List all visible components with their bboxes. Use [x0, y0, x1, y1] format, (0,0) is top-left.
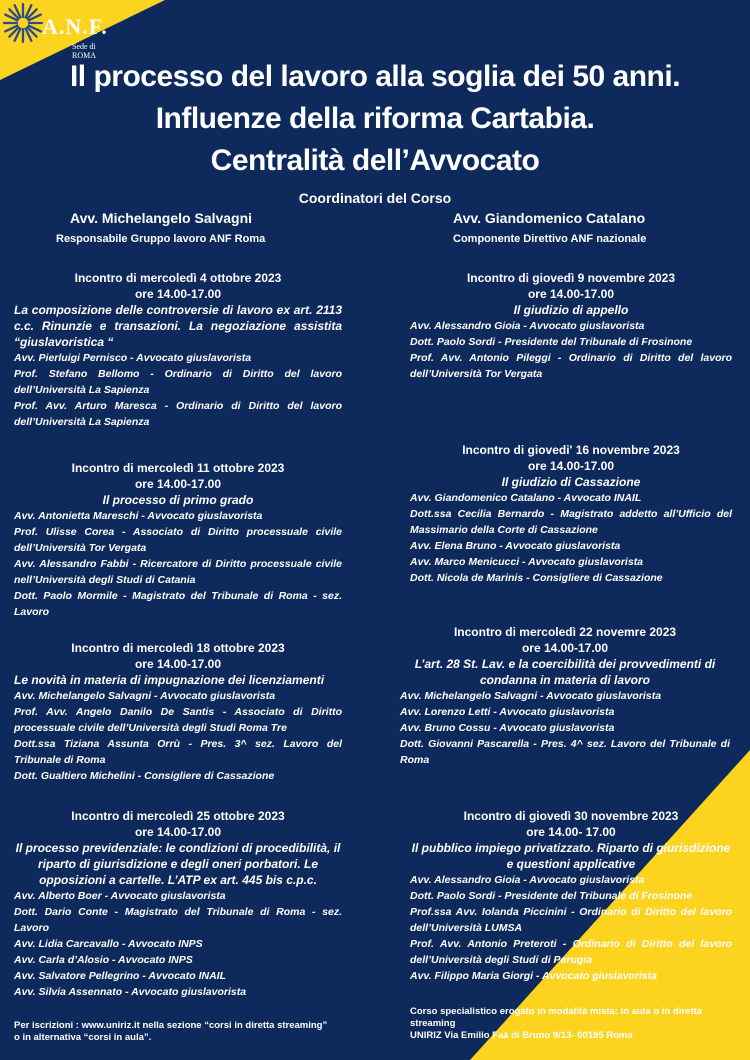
speaker: Avv. Alessandro Gioia - Avvocato giuslavorista	[410, 874, 645, 886]
registration-info	[14, 1020, 354, 1044]
session-topic: Il pubblico impiego privatizzato. Riparto di giurisdizione e questioni applicative	[411, 841, 731, 871]
session-topic: Il processo previdenziale: le condizioni di procedibilità, il riparto di giurisdizione e degli oneri porbatori. Le opposizioni a cartelle. L’ATP ex art. 445 bis c.p.c.	[15, 841, 341, 887]
session-topic: La composizione delle controversie di lavoro ex art. 2113 c.c. Rinunzie e transazioni. La negoziazione assistita “giuslavoristica “	[14, 303, 342, 349]
course-address: UNIRIZ Via Emilio Faà di Bruno 9/13- 00195 Roma	[410, 1030, 633, 1041]
speaker: Avv. Lorenzo Letti - Avvocato giuslavorista	[400, 706, 615, 718]
session-topic: L’art. 28 St. Lav. e la coercibilità dei provvedimenti di condanna in materia di lavoro	[414, 657, 716, 687]
session-time: ore 14.00-17.00	[521, 641, 609, 655]
speaker: Dott. Paolo Mormile - Magistrato del Tribunale di Roma - sez. Lavoro	[14, 590, 342, 618]
session-date: Incontro di mercoledì 25 ottobre 2023	[71, 809, 285, 823]
speaker: Avv. Pierluigi Pernisco - Avvocato giuslavorista	[14, 352, 252, 364]
session-right-3	[400, 624, 730, 768]
anf-logo	[2, 2, 112, 64]
speaker: Avv. Alberto Boer - Avvocato giuslavorista	[14, 890, 226, 902]
session-left-3	[14, 640, 342, 784]
speaker: Avv. Giandomenico Catalano - Avvocato INAIL	[410, 492, 642, 504]
session-time: ore 14.00-17.00	[134, 477, 222, 491]
session-date: Incontro di giovedi' 16 novembre 2023	[462, 443, 680, 457]
speaker: Avv. Marco Menicucci - Avvocato giuslavorista	[410, 556, 644, 568]
speaker: Prof. Ulisse Corea - Associato di Diritto processuale civile dell’Università Tor Vergata	[14, 526, 342, 554]
speaker: Avv. Michelangelo Salvagni - Avvocato giuslavorista	[14, 690, 276, 702]
speaker: Prof. Avv. Arturo Maresca - Ordinario di Diritto del lavoro dell’Università La Sapienza	[14, 400, 342, 428]
speaker: Avv. Michelangelo Salvagni - Avvocato giuslavorista	[400, 690, 662, 702]
star-icon	[2, 2, 44, 44]
session-date: Incontro di mercoledì 18 ottobre 2023	[71, 641, 285, 655]
speaker: Avv. Bruno Cossu - Avvocato giuslavorista	[400, 722, 615, 734]
session-date: Incontro di mercoledì 22 novemre 2023	[453, 625, 677, 639]
coordinator-right-role: Componente Direttivo ANF nazionale	[453, 233, 647, 245]
session-time: ore 14.00-17.00	[134, 825, 222, 839]
speaker: Prof.ssa Avv. Iolanda Piccinini - Ordinario di Diritto del lavoro dell’Università LUMSA	[410, 906, 732, 934]
session-left-1	[14, 270, 342, 430]
registration-line-2: o in alternativa “corsi in aula”.	[14, 1032, 152, 1043]
coordinators-label: Coordinatori del Corso	[298, 190, 452, 206]
session-date: Incontro di giovedì 9 novembre 2023	[466, 271, 676, 285]
speaker: Prof. Avv. Angelo Danilo De Santis - Associato di Diritto processuale civile dell’Università degli Studi Roma Tre	[14, 706, 342, 734]
session-time: ore 14.00-17.00	[527, 287, 615, 301]
speaker: Dott. Gualtiero Michelini - Consigliere di Cassazione	[14, 770, 275, 782]
speaker: Dott. Paolo Sordi - Presidente del Tribunale di Frosinone	[410, 890, 693, 902]
session-topic: Le novità in materia di impugnazione dei licenziamenti	[14, 673, 325, 687]
page-title-line-3: Centralità dell’Avvocato	[210, 144, 540, 177]
registration-line-1: Per iscrizioni : www.uniriz.it nella sezione “corsi in diretta streaming”	[14, 1020, 328, 1031]
speaker: Dott.ssa Tiziana Assunta Orrù - Pres. 3^ sez. Lavoro del Tribunale di Roma	[14, 738, 342, 766]
session-date: Incontro di mercoledì 4 ottobre 2023	[74, 271, 282, 285]
session-right-4	[410, 808, 732, 984]
coordinator-left-name: Avv. Michelangelo Salvagni	[70, 210, 253, 226]
session-time: ore 14.00- 17.00	[526, 825, 616, 839]
speaker: Dott. Paolo Sordi - Presidente del Tribunale di Frosinone	[410, 336, 693, 348]
session-date: Incontro di mercoledì 11 ottobre 2023	[71, 461, 285, 475]
session-topic: Il giudizio di appello	[513, 303, 629, 317]
speaker: Dott. Giovanni Pascarella - Pres. 4^ sez. Lavoro del Tribunale di Roma	[400, 738, 730, 766]
course-info	[410, 1006, 740, 1042]
session-topic: Il processo di primo grado	[102, 493, 254, 507]
speaker: Avv. Alessandro Fabbi - Ricercatore di Diritto processuale civile nell’Università degli Studi di Catania	[14, 558, 342, 586]
session-left-2	[14, 460, 342, 620]
speaker: Dott. Dario Conte - Magistrato del Tribunale di Roma - sez. Lavoro	[14, 906, 342, 934]
session-left-4	[14, 808, 342, 1000]
session-right-1	[410, 270, 732, 382]
page-title-line-2: Influenze della riforma Cartabia.	[155, 102, 595, 135]
speaker: Avv. Antonietta Mareschi - Avvocato giuslavorista	[14, 510, 263, 522]
logo-subtitle: Sede di ROMA	[72, 42, 97, 60]
speaker: Dott. Nicola de Marinis - Consigliere di Cassazione	[410, 572, 663, 584]
logo-text: A.N.F.	[42, 14, 108, 39]
speaker: Avv. Carla d’Alosio - Avvocato INPS	[14, 954, 193, 966]
session-time: ore 14.00-17.00	[527, 459, 615, 473]
coordinator-left-role: Responsabile Gruppo lavoro ANF Roma	[56, 233, 266, 245]
speaker: Avv. Salvatore Pellegrino - Avvocato INAIL	[14, 970, 227, 982]
course-mode: Corso specialistico erogato in modalità mista: in aula o in diretta streaming	[410, 1006, 702, 1029]
speaker: Dott.ssa Cecilia Bernardo - Magistrato addetto all’Ufficio del Massimario della Corte di Cassazione	[410, 508, 732, 536]
speaker: Avv. Elena Bruno - Avvocato giuslavorista	[410, 540, 621, 552]
speaker: Avv. Lidia Carcavallo - Avvocato INPS	[14, 938, 203, 950]
speaker: Avv. Silvia Assennato - Avvocato giuslavorista	[14, 986, 247, 998]
session-time: ore 14.00-17.00	[134, 287, 222, 301]
speaker: Prof. Avv. Antonio Pileggi - Ordinario di Diritto del lavoro dell’Università Tor Vergata	[410, 352, 732, 380]
session-right-2	[410, 442, 732, 586]
speaker: Prof. Stefano Bellomo - Ordinario di Diritto del lavoro dell’Università La Sapienza	[14, 368, 342, 396]
session-topic: Il giudizio di Cassazione	[501, 475, 641, 489]
speaker: Avv. Alessandro Gioia - Avvocato giuslavorista	[410, 320, 645, 332]
coordinator-right-name: Avv. Giandomenico Catalano	[453, 210, 646, 226]
speaker: Prof. Avv. Antonio Preteroti - Ordinario di Diritto del lavoro dell’Università degli Studi di Perugia	[410, 938, 732, 966]
session-time: ore 14.00-17.00	[134, 657, 222, 671]
speaker: Avv. Filippo Maria Giorgi - Avvocato giuslavorista	[410, 970, 658, 982]
session-date: Incontro di giovedì 30 novembre 2023	[463, 809, 679, 823]
page-title-line-1: Il processo del lavoro alla soglia dei 50 anni.	[69, 60, 681, 93]
